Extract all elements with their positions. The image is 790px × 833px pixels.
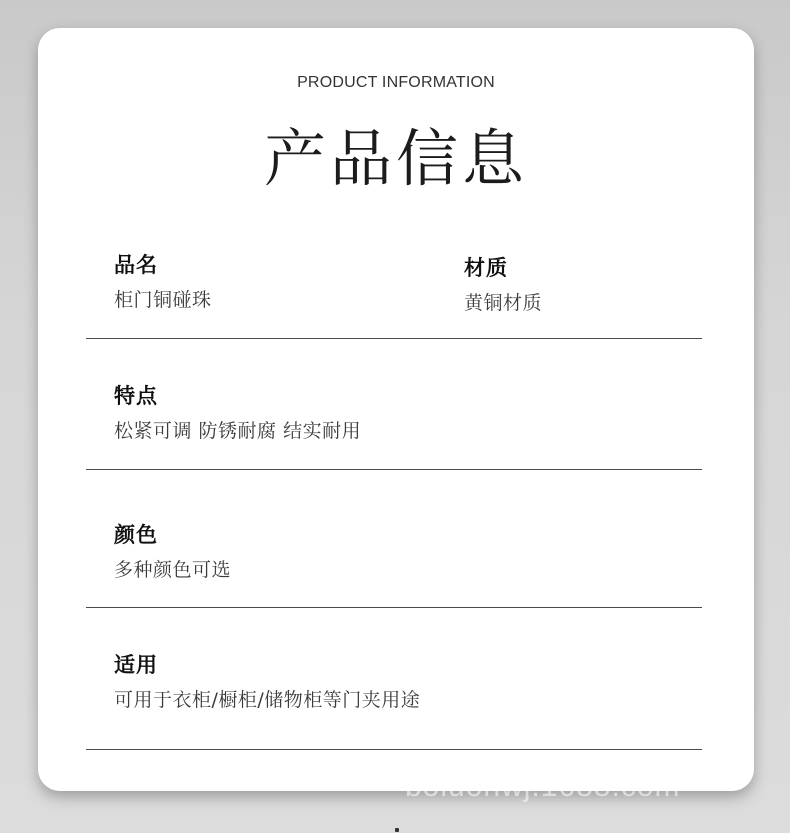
- field-label: 材质: [464, 256, 508, 280]
- field-value: 黄铜材质: [464, 292, 543, 314]
- field-color: [114, 522, 231, 582]
- field-value: 柜门铜碰珠: [114, 289, 212, 311]
- section-features: [86, 339, 702, 470]
- field-features: [114, 383, 361, 443]
- field-label: 特点: [114, 384, 158, 408]
- field-material: [464, 255, 542, 315]
- section-color: [86, 470, 702, 608]
- decorative-mark: [395, 828, 399, 832]
- field-value: 多种颜色可选: [114, 559, 232, 581]
- page-title: 产品信息: [263, 122, 528, 195]
- field-label: 适用: [114, 653, 158, 677]
- field-value: 可用于衣柜/橱柜/储物柜等门夹用途: [114, 689, 421, 711]
- field-usage: [114, 652, 420, 712]
- section-name-material: [86, 244, 702, 339]
- field-name: [114, 252, 212, 312]
- subtitle: PRODUCT INFORMATION: [297, 74, 495, 91]
- field-label: 颜色: [114, 523, 158, 547]
- watermark: boluohwj.1688.com: [405, 770, 681, 803]
- field-label: 品名: [114, 253, 158, 277]
- section-usage: [86, 608, 702, 750]
- field-value: 松紧可调 防锈耐腐 结实耐用: [114, 420, 362, 442]
- product-info-card: [38, 28, 754, 791]
